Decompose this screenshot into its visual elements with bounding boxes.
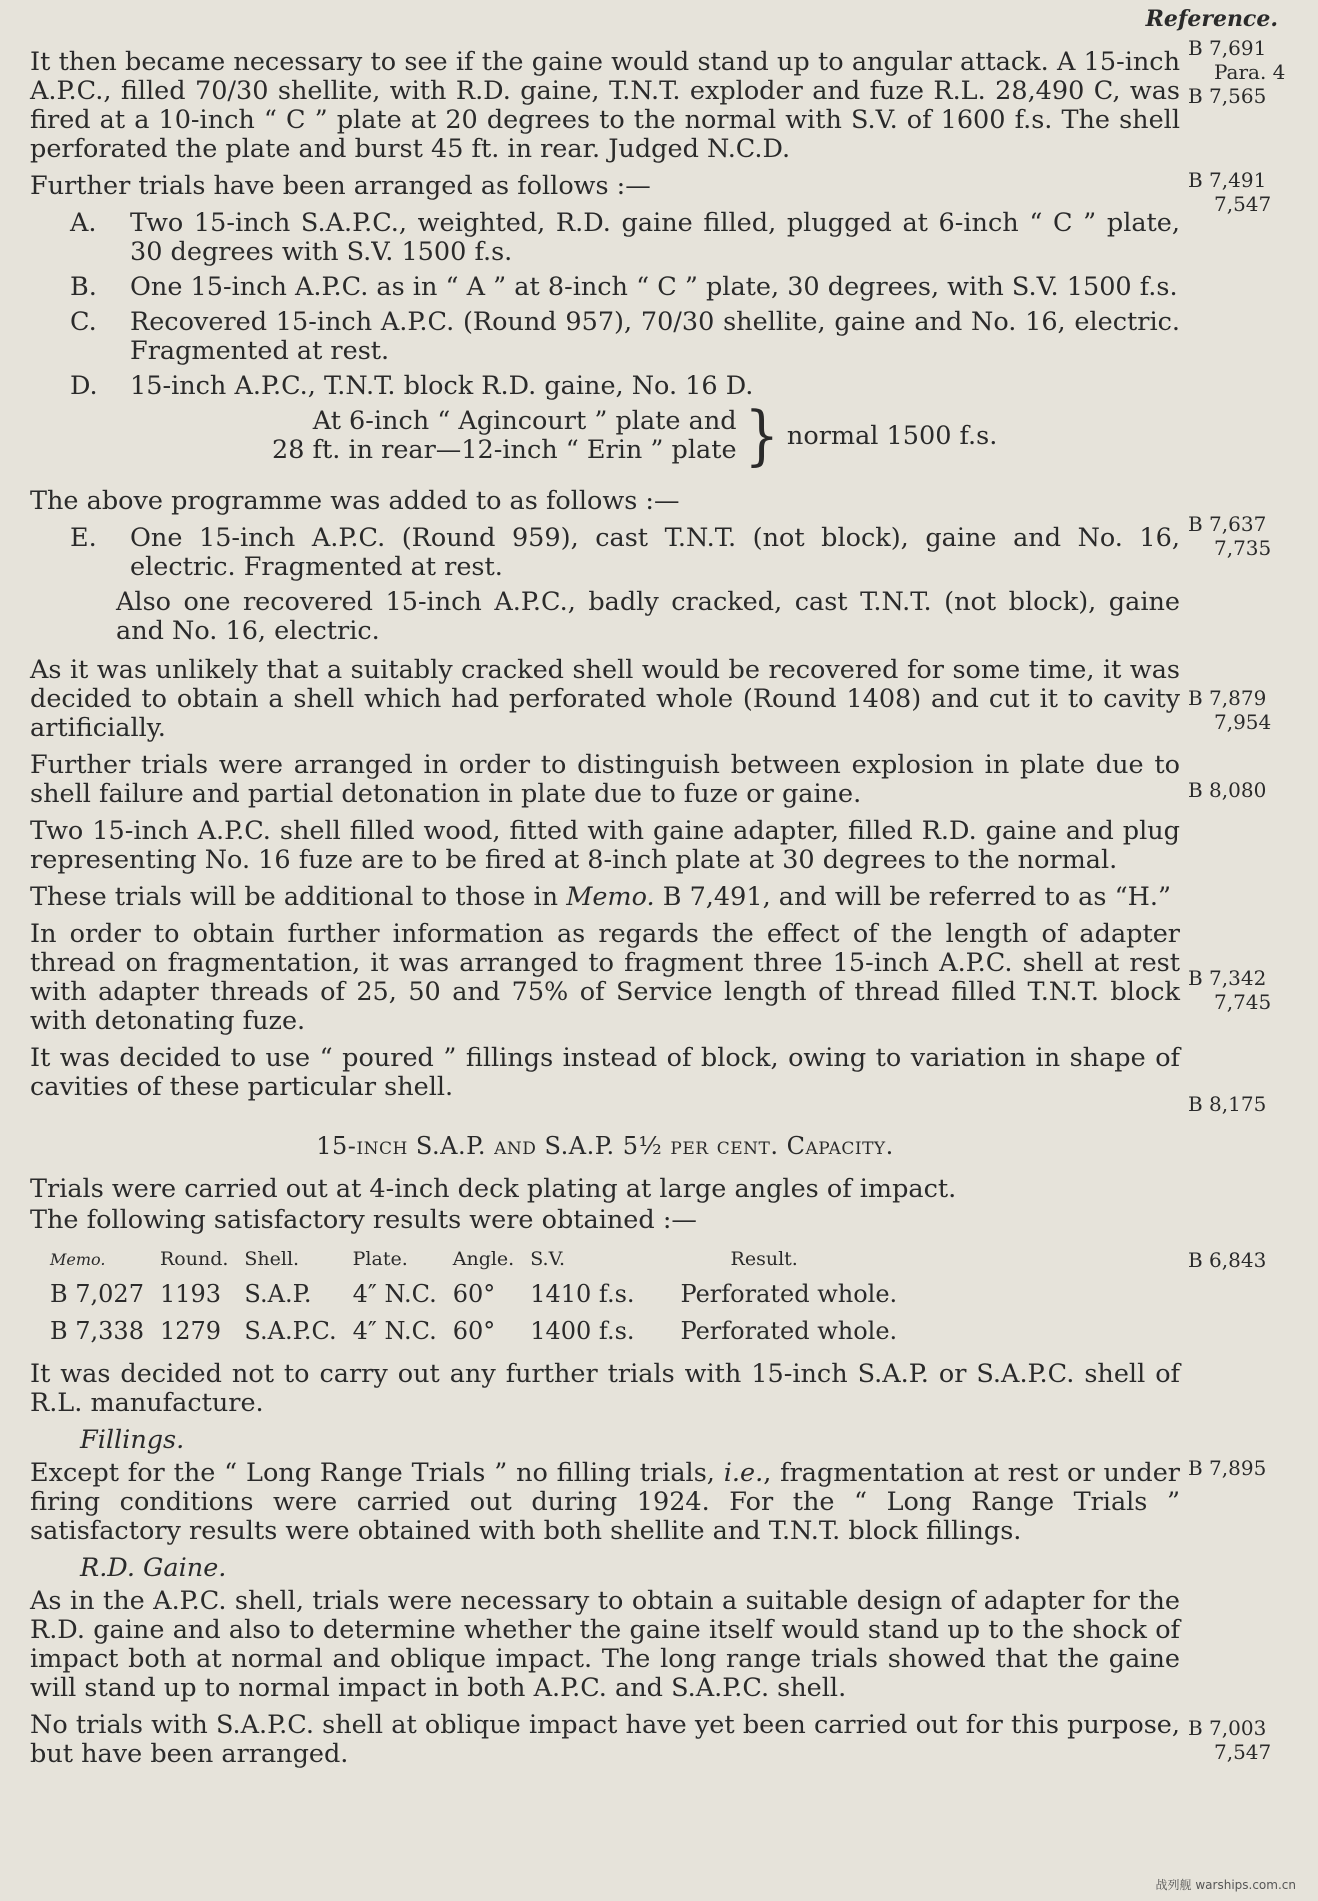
reference-entry: B 7,003 7,547 [1188, 1716, 1272, 1764]
paragraph: It was decided to use “ poured ” fillings instead of block, owing to variation in shape of cavities of these particular shell. [30, 1043, 1180, 1102]
reference-entry: B 6,843 [1188, 1248, 1267, 1272]
braced-conditions: At 6-inch “ Agincourt ” plate and 28 ft. in rear—12-inch “ Erin ” plate } normal 1500 f.s. [272, 397, 998, 474]
list-item: E. One 15-inch A.P.C. (Round 959), cast T.N.T. (not block), gaine and No. 16, electric. Fragmented at rest. [70, 523, 1180, 582]
subheading-rd-gaine: R.D. Gaine. [80, 1553, 227, 1583]
paragraph: Trials were carried out at 4-inch deck plating at large angles of impact. [30, 1174, 957, 1204]
list-item: D. 15-inch A.P.C., T.N.T. block R.D. gaine, No. 16 D. [70, 371, 754, 401]
paragraph: The following satisfactory results were obtained :— [30, 1205, 697, 1235]
reference-entry: B 7,491 7,547 [1188, 168, 1272, 216]
paragraph: As it was unlikely that a suitably cracked shell would be recovered for some time, it was decided to obtain a shell which had perforated whole (Round 1408) and cut it to cavity artificially. [30, 655, 1180, 743]
paragraph: Further trials were arranged in order to distinguish between explosion in plate due to shell failure and partial detonation in plate due to fuze or gaine. [30, 750, 1180, 809]
source-watermark: 战列舰 warships.com.cn [1155, 1878, 1296, 1892]
paragraph: As in the A.P.C. shell, trials were necessary to obtain a suitable design of adapter for the R.D. gaine and also to determine whether the gaine itself would stand up to the shock of impact both at normal and oblique impact. The long range trials showed that the gaine will stand up to normal impact in both A.P.C. and S.A.P.C. shell. [30, 1586, 1180, 1703]
paragraph: The above programme was added to as follows :— [30, 486, 680, 516]
reference-entry: B 7,879 7,954 [1188, 686, 1272, 734]
paragraph: Except for the “ Long Range Trials ” no filling trials, i.e., fragmentation at rest or under firing conditions were carried out during 1924. For the “ Long Range Trials ” satisfactory results were obtained with both shellite and T.N.T. block fillings. [30, 1458, 1180, 1546]
paragraph: It was decided not to carry out any further trials with 15-inch S.A.P. or S.A.P.C. shell of R.L. manufacture. [30, 1359, 1180, 1418]
paragraph: Further trials have been arranged as follows :— [30, 171, 651, 201]
brace: } [744, 397, 779, 474]
list-item: C. Recovered 15-inch A.P.C. (Round 957), 70/30 shellite, gaine and No. 16, electric. Fragmented at rest. [70, 307, 1180, 366]
table-row: B 7,338 1279 S.A.P.C. 4″ N.C. 60° 1400 f.s. Perforated whole. [50, 1317, 898, 1345]
reference-entry: B 8,080 [1188, 778, 1267, 802]
paragraph: In order to obtain further information as regards the effect of the length of adapter thread on fragmentation, it was arranged to fragment three 15-inch A.P.C. shell at rest with adapter threads of 25, 50 and 75% of Service length of thread filled T.N.T. block with detonating fuze. [30, 919, 1180, 1036]
reference-entry: B 7,342 7,745 [1188, 966, 1272, 1014]
section-heading: 15-inch S.A.P. and S.A.P. 5½ per cent. Capacity. [316, 1132, 894, 1160]
results-table [50, 1243, 913, 1350]
table-row: B 7,027 1193 S.A.P. 4″ N.C. 60° 1410 f.s. Perforated whole. [50, 1280, 898, 1308]
reference-entry: B 7,895 [1188, 1456, 1267, 1480]
subheading-fillings: Fillings. [80, 1425, 185, 1455]
paragraph: No trials with S.A.P.C. shell at oblique impact have yet been carried out for this purpose, but have been arranged. [30, 1710, 1180, 1769]
reference-entry: B 8,175 [1188, 1092, 1267, 1116]
reference-column-header: Reference. [1145, 6, 1278, 32]
paragraph: Also one recovered 15-inch A.P.C., badly cracked, cast T.N.T. (not block), gaine and No. 16, electric. [116, 587, 1180, 646]
reference-entry: B 7,637 7,735 [1188, 512, 1272, 560]
paragraph: These trials will be additional to those in Memo. B 7,491, and will be referred to as “H.” [30, 882, 1171, 912]
paragraph: Two 15-inch A.P.C. shell filled wood, fitted with gaine adapter, filled R.D. gaine and plug representing No. 16 fuze are to be fired at 8-inch plate at 30 degrees to the normal. [30, 816, 1180, 875]
list-item: A. Two 15-inch S.A.P.C., weighted, R.D. gaine filled, plugged at 6-inch “ C ” plate, 30 degrees with S.V. 1500 f.s. [70, 208, 1180, 267]
reference-entry: B 7,691 Para. 4 B 7,565 [1188, 36, 1286, 108]
body-text [30, 48, 1180, 1777]
paragraph: It then became necessary to see if the gaine would stand up to angular attack. A 15-inch A.P.C., filled 70/30 shellite, with R.D. gaine, T.N.T. exploder and fuze R.L. 28,490 C, was fired at a 10-inch “ C ” plate at 20 degrees to the normal with S.V. of 1600 f.s. The shell perforated the plate and burst 45 ft. in rear. Judged N.C.D. [30, 47, 1180, 164]
table-header-row: Memo. Round. Shell. Plate. Angle. S.V. Result. [50, 1248, 798, 1270]
list-item: B. One 15-inch A.P.C. as in “ A ” at 8-inch “ C ” plate, 30 degrees, with S.V. 1500 f.s. [70, 272, 1178, 302]
